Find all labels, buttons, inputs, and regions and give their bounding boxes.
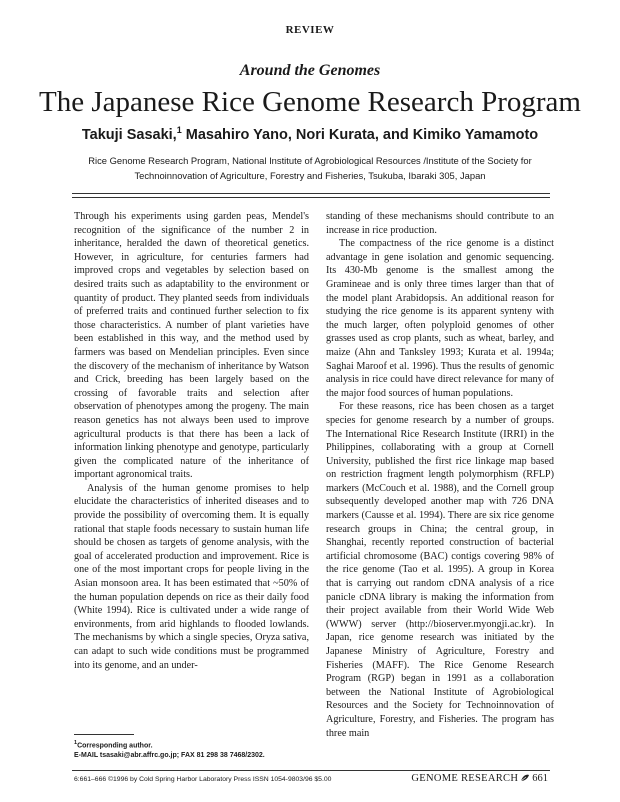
footnote-corresponding: Corresponding author.	[77, 742, 153, 750]
leaf-icon	[520, 774, 530, 782]
section-label: REVIEW	[285, 24, 335, 36]
paragraph: Through his experiments using garden peas, Mendel's recognition of the significance of the number 2 in inheritance, heralded the dawn of theoretical genetics. However, in agriculture, for centuries farmers had improved crops and vegetables by selection based on desired traits such as adaptability to the environment or quantity of product. They planted seeds from individuals of preferred traits and continued further selection to fix those characteristics. A number of plant varieties have been established in this way, and the method used by farmers was based on Mendelian principles. Even since the discovery of the mechanism of inheritance by Watson and Crick, breeding has been largely based on the crossing of favorable traits and selection after observation of phenotypes among the progeny. The main reason genetics has not always been used to improve agricultural products is that there has been a lack of information linking phenotype and genotype, particularly given the complicated nature of the inheritance of important agronomical traits.	[74, 211, 309, 481]
footnote	[74, 739, 314, 760]
affiliation: Rice Genome Research Program, National Institute of Agrobiological Resources /Institute of the Society for Technoinnovation of Agriculture, Forestry and Fisheries, Tsukuba, Ibaraki 305, Japan	[88, 155, 532, 181]
left-column	[74, 210, 309, 672]
article-title: The Japanese Rice Genome Research Program	[39, 86, 581, 118]
author-list	[0, 125, 620, 143]
header-rule-2	[72, 197, 550, 198]
footnote-mark: 1	[74, 740, 78, 746]
author-first: Takuji Sasaki,	[81, 126, 177, 143]
paragraph: For these reasons, rice has been chosen as a target species for genome research by a number of groups. The International Rice Research Institute (IRRI) in the Philippines, collaborating with a group at Cornell University, published the first rice linkage map based on restriction fragment length polymorphism (RFLP) markers (McCouch et al. 1988), and the Cornell group subsequently developed another map with 726 DNA markers (Causse et al. 1994). There are six rice genome research groups in China; the central group, in Shanghai, recently reported construction of bacterial artificial chromosome (BAC) contigs covering 98% of the rice genome (Tao et al. 1995). A group in Korea that is carrying out random cDNA analysis of a rice panicle cDNA library is making the information from their project available from their World Wide Web (WWW) server (http://bioserver.myongji.ac.kr). In Japan, rice genome research was initiated by the Japanese Ministry of Agriculture, Forestry and Fisheries (MAFF). The Rice Genome Research Program (RGP) began in 1991 as a collaboration between the National Institute of Agrobiological Resources and the Society for Technoinnovation of Agriculture, Forestry, and Fisheries. The program has three main	[326, 401, 554, 739]
paragraph: Analysis of the human genome promises to help elucidate the characteristics of inherited diseases and to provide the possibility of overcoming them. It is equally rational that staple foods necessary to sustain human life should be chosen as targets of genome analysis, with the goal of accelerated production and improvement. Rice is one of the most important crops for people living in the Asian monsoon area. It has been estimated that ~50% of the human population depends on rice as their daily food (White 1994). Rice is cultivated under a wide range of environments, from arid highlands to flooded lowlands. The mechanisms by which a single species, Oryza sativa, can adapt to such wide conditions must be programmed into its genome, and an under-	[74, 482, 309, 671]
journal-name: GENOME RESEARCH	[411, 773, 519, 784]
author-rest: Masahiro Yano, Nori Kurata, and Kimiko Yamamoto	[181, 126, 539, 143]
footer-journal	[411, 773, 548, 784]
paragraph: The compactness of the rice genome is a distinct advantage in gene isolation and genomic sequencing. Its 430-Mb genome is the smallest among the Gramineae and is only three times larger than that of the model plant Arabidopsis. An additional reason for studying the rice genome is its apparent synteny with the much larger, often polyploid genomes of other grasses used as crop plants, such as wheat, barley, and maize (Ahn and Tanksley 1993; Kurata et al. 1994a; Saghai Maroof et al. 1996). Thus the results of genomic analysis in rice could have direct relevance for many of the major food sources of human populations.	[326, 238, 554, 399]
footnote-rule	[74, 734, 134, 735]
author-footnote-mark: 1	[176, 125, 182, 135]
paragraph: standing of these mechanisms should contribute to an increase in rice production.	[326, 211, 554, 236]
right-column	[326, 210, 554, 740]
page-number: 661	[532, 773, 548, 784]
footnote-contact: E-MAIL tsasaki@abr.affrc.go.jp; FAX 81 298 38 7468/2302.	[74, 751, 265, 759]
series-title: Around the Genomes	[239, 62, 381, 79]
footer-citation: 6:661–666 ©1996 by Cold Spring Harbor Laboratory Press ISSN 1054-9803/96 $5.00	[74, 776, 332, 783]
header-rule	[72, 193, 550, 194]
footer-rule	[72, 770, 550, 771]
